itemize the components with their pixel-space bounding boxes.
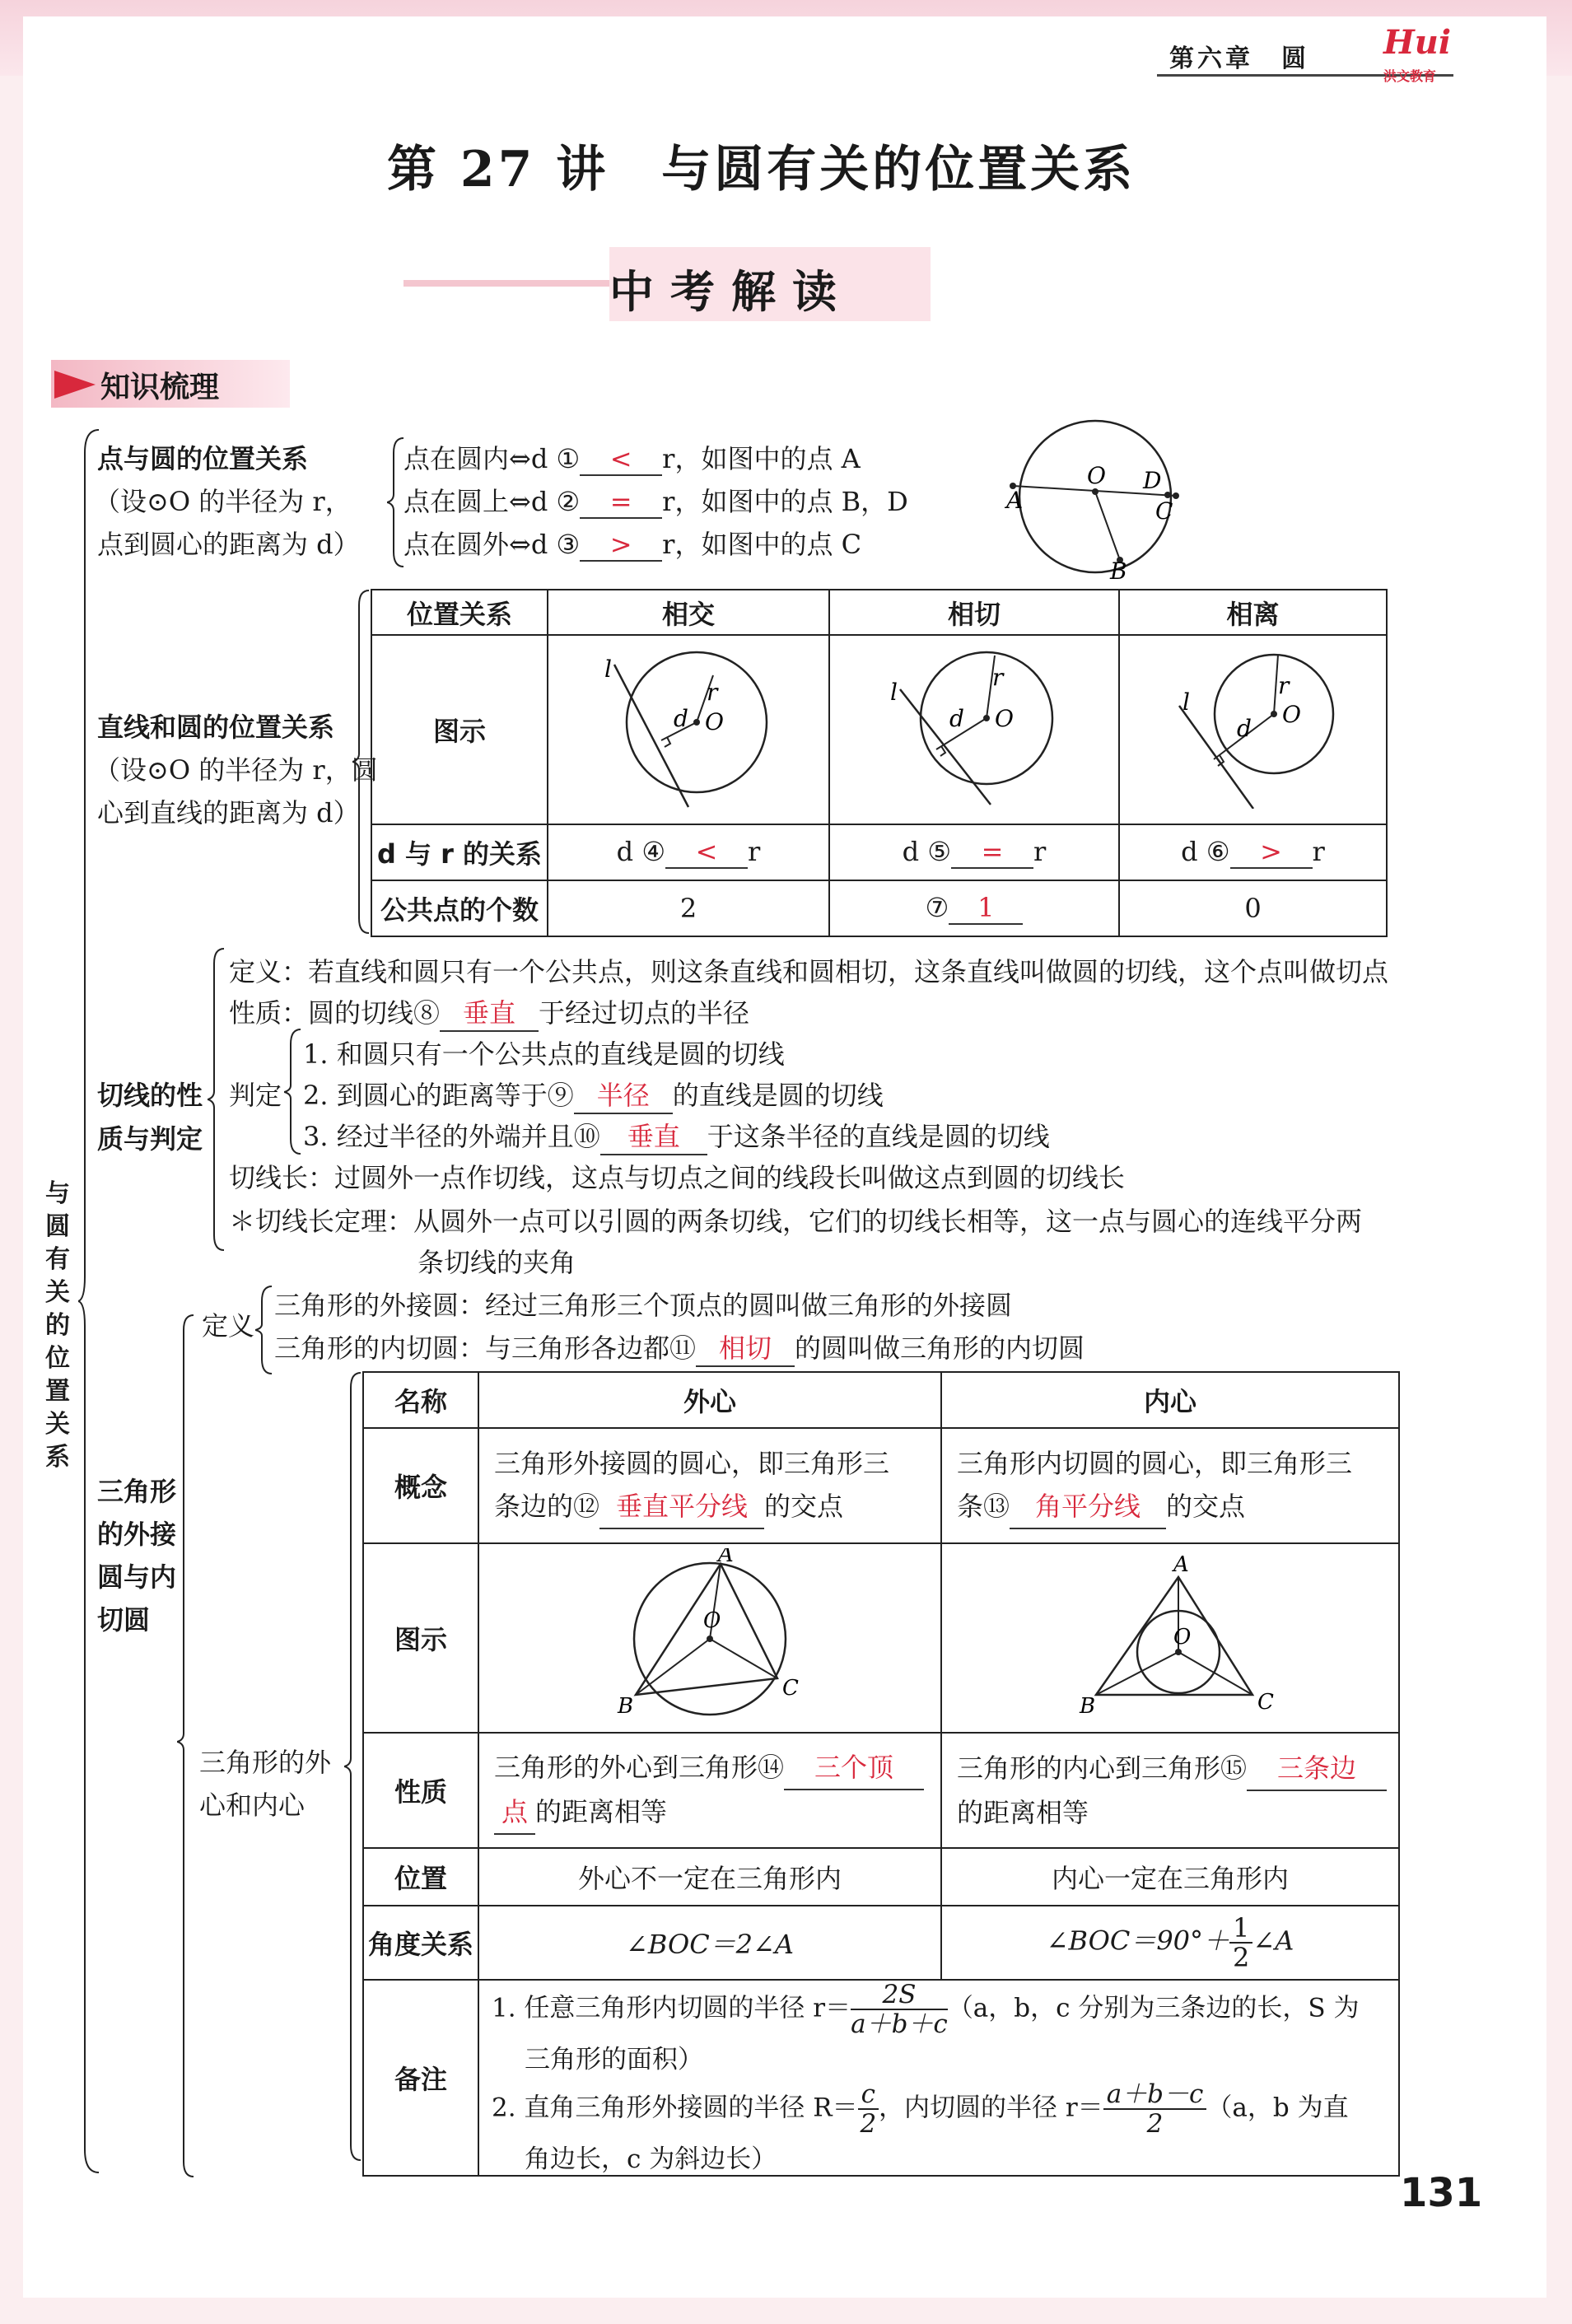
svg-text:l: l — [604, 656, 612, 683]
fig-tangent — [829, 635, 1119, 824]
page-title: 第 27 讲 与圆有关的位置关系 — [387, 141, 1136, 198]
def-brace — [255, 1285, 273, 1375]
triangle-head: 三角形 的外接 圆与内 切圆 — [97, 1476, 177, 1636]
svg-text:O: O — [703, 1608, 721, 1633]
triangle-def-2: 三角形的内切圆：与三角形各边都⑪ 相切 的圆叫做三角形的内切圆 — [274, 1328, 1085, 1367]
triangle-sub-1: 三角形的外 — [199, 1747, 332, 1778]
svg-text:A: A — [1173, 1552, 1189, 1577]
tangent-definition: 定义：若直线和圆只有一个公共点，则这条直线和圆相切，这条直线叫做圆的切线，这个点叫做切点 — [229, 956, 1389, 987]
svg-text:B: B — [1080, 1694, 1096, 1719]
svg-text:d: d — [949, 705, 964, 732]
svg-text:d: d — [674, 705, 688, 732]
svg-text:r: r — [992, 664, 1004, 691]
chapter-label: 第六章 圆 — [1169, 44, 1309, 73]
col-name: 名称 — [363, 1372, 478, 1428]
svg-text:D: D — [1143, 467, 1162, 494]
line-circle-note2: 心到直线的距离为 d） — [97, 797, 360, 828]
svg-text:d: d — [1236, 715, 1252, 742]
tangent-property: 性质：圆的切线⑧ 垂直 于经过切点的半径 — [229, 992, 749, 1032]
col-tangent: 相切 — [829, 590, 1119, 635]
point-row-2: 点在圆上⇔d ② = r，如图中的点 B，D — [403, 486, 908, 517]
judge-1: 1. 和圆只有一个公共点的直线是圆的切线 — [303, 1038, 785, 1070]
svg-text:C: C — [1257, 1690, 1274, 1715]
fig-intersect — [548, 635, 829, 824]
svg-text:A: A — [1006, 487, 1024, 514]
fig-incircle — [941, 1543, 1399, 1733]
fig-separate — [1119, 635, 1387, 824]
out-angle: ∠BOC＝2∠A — [478, 1906, 941, 1980]
note-cell: 1. 任意三角形内切圆的半径 r＝ $\frac{2S}{a+b+c}$ （a，b，c 分别为三条边的长，S 为 三角形的面积） 2. 直角三角形外接圆的半径 R＝ $\frac{c}{2}$ ，内切圆的半径 r＝ $\frac{a+b-c}{2}$ （a，b 为直 角边长，c 为斜边长） — [478, 1980, 1399, 2176]
col-circumcenter: 外心 — [478, 1372, 941, 1428]
svg-text:C: C — [1155, 497, 1173, 525]
page-number: 131 — [1400, 2170, 1483, 2216]
judge-brace — [284, 1028, 302, 1155]
svg-text:r: r — [1277, 672, 1289, 699]
tangent-judge: 判定 — [229, 1080, 282, 1111]
point-circle-head: 点与圆的位置关系 — [97, 443, 309, 474]
svg-text:O: O — [705, 708, 724, 735]
tangent-brace — [208, 947, 226, 1252]
row-relation: d 与 r 的关系 — [371, 824, 548, 880]
rel-separate: d ⑥ > r — [1119, 824, 1387, 880]
point-circle-figure — [996, 416, 1194, 581]
row-angle: 角度关系 — [363, 1906, 478, 1980]
line-circle-note1: （设⊙O 的半径为 r，圆 — [94, 754, 378, 786]
side-title: 与圆有关的位置关系 — [45, 1179, 70, 1472]
svg-text:A: A — [718, 1548, 734, 1567]
tangent-theorem-2: 条切线的夹角 — [417, 1247, 576, 1278]
judge-3: 3. 经过半径的外端并且⑩ 垂直 于这条半径的直线是圆的切线 — [303, 1116, 1050, 1155]
publisher-logo: Hui — [1383, 23, 1452, 62]
svg-text:O: O — [1173, 1625, 1192, 1650]
out-position: 外心不一定在三角形内 — [478, 1848, 941, 1906]
svg-text:l: l — [1182, 688, 1190, 716]
svg-text:O: O — [995, 705, 1014, 732]
row-property: 性质 — [363, 1733, 478, 1848]
main-brace — [78, 428, 103, 2174]
banner-title: 中考解读 — [609, 265, 853, 318]
fig-circumcircle — [478, 1543, 941, 1733]
col-intersect: 相交 — [548, 590, 829, 635]
in-property: 三角形的内心到三角形⑮ 三条边 的距离相等 — [941, 1733, 1399, 1848]
point-circle-note1: （设⊙O 的半径为 r， — [94, 486, 352, 517]
count-separate: 0 — [1119, 880, 1387, 936]
col-incenter: 内心 — [941, 1372, 1399, 1428]
section-title: 知识梳理 — [100, 371, 220, 404]
row-position: 位置 — [363, 1848, 478, 1906]
table-brace — [344, 1371, 362, 2162]
in-concept: 三角形内切圆的圆心，即三角形三 条⑬ 角平分线 的交点 — [941, 1428, 1399, 1543]
row-concept: 概念 — [363, 1428, 478, 1543]
row-figure: 图示 — [363, 1543, 478, 1733]
line-brace — [352, 589, 371, 935]
svg-text:r: r — [707, 679, 718, 706]
rel-intersect: d ④ < r — [548, 824, 829, 880]
row-note: 备注 — [363, 1980, 478, 2176]
in-position: 内心一定在三角形内 — [941, 1848, 1399, 1906]
triangle-sub-2: 心和内心 — [199, 1790, 306, 1821]
svg-text:B: B — [1110, 558, 1127, 581]
col-separate: 相离 — [1119, 590, 1387, 635]
svg-text:O: O — [1281, 701, 1301, 728]
rel-tangent: d ⑤ = r — [829, 824, 1119, 880]
count-intersect: 2 — [548, 880, 829, 936]
svg-text:l: l — [890, 679, 898, 706]
svg-text:O: O — [1087, 462, 1106, 489]
tangent-length: 切线长：过圆外一点作切线，这点与切点之间的线段长叫做这点到圆的切线长 — [229, 1162, 1126, 1193]
out-concept: 三角形外接圆的圆心，即三角形三 条边的⑫ 垂直平分线 的交点 — [478, 1428, 941, 1543]
line-circle-head: 直线和圆的位置关系 — [97, 712, 335, 743]
point-row-3: 点在圆外⇔d ③ > r，如图中的点 C — [403, 529, 862, 560]
tangent-head-2: 质与判定 — [97, 1123, 203, 1155]
point-circle-note2: 点到圆心的距离为 d） — [97, 529, 360, 560]
publisher-name: 洪文教育 — [1383, 68, 1437, 84]
tangent-head-1: 切线的性 — [97, 1080, 203, 1111]
point-row-1: 点在圆内⇔d ① < r，如图中的点 A — [403, 443, 861, 474]
svg-text:B: B — [618, 1694, 634, 1719]
row-count: 公共点的个数 — [371, 880, 548, 936]
triangle-table — [362, 1371, 1400, 2177]
col-position: 位置关系 — [371, 590, 548, 635]
line-circle-table — [371, 589, 1388, 937]
triangle-brace — [177, 1314, 195, 2178]
count-tangent: ⑦ 1 — [829, 880, 1119, 936]
arrow-icon — [54, 371, 96, 399]
row-figure: 图示 — [371, 635, 548, 824]
point-brace — [387, 436, 405, 568]
triangle-def-label: 定义 — [202, 1310, 255, 1342]
tangent-theorem-1: ＊切线长定理：从圆外一点可以引圆的两条切线，它们的切线长相等，这一点与圆心的连线平分两 — [229, 1206, 1363, 1237]
svg-text:C: C — [782, 1676, 799, 1701]
out-property: 三角形的外心到三角形⑭ 三个顶 点 的距离相等 — [478, 1733, 941, 1848]
in-angle: ∠BOC＝90°＋ $\frac{1}{2}$ ∠A — [941, 1906, 1399, 1980]
judge-2: 2. 到圆心的距离等于⑨ 半径 的直线是圆的切线 — [303, 1075, 884, 1114]
triangle-def-1: 三角形的外接圆：经过三角形三个顶点的圆叫做三角形的外接圆 — [274, 1290, 1013, 1321]
